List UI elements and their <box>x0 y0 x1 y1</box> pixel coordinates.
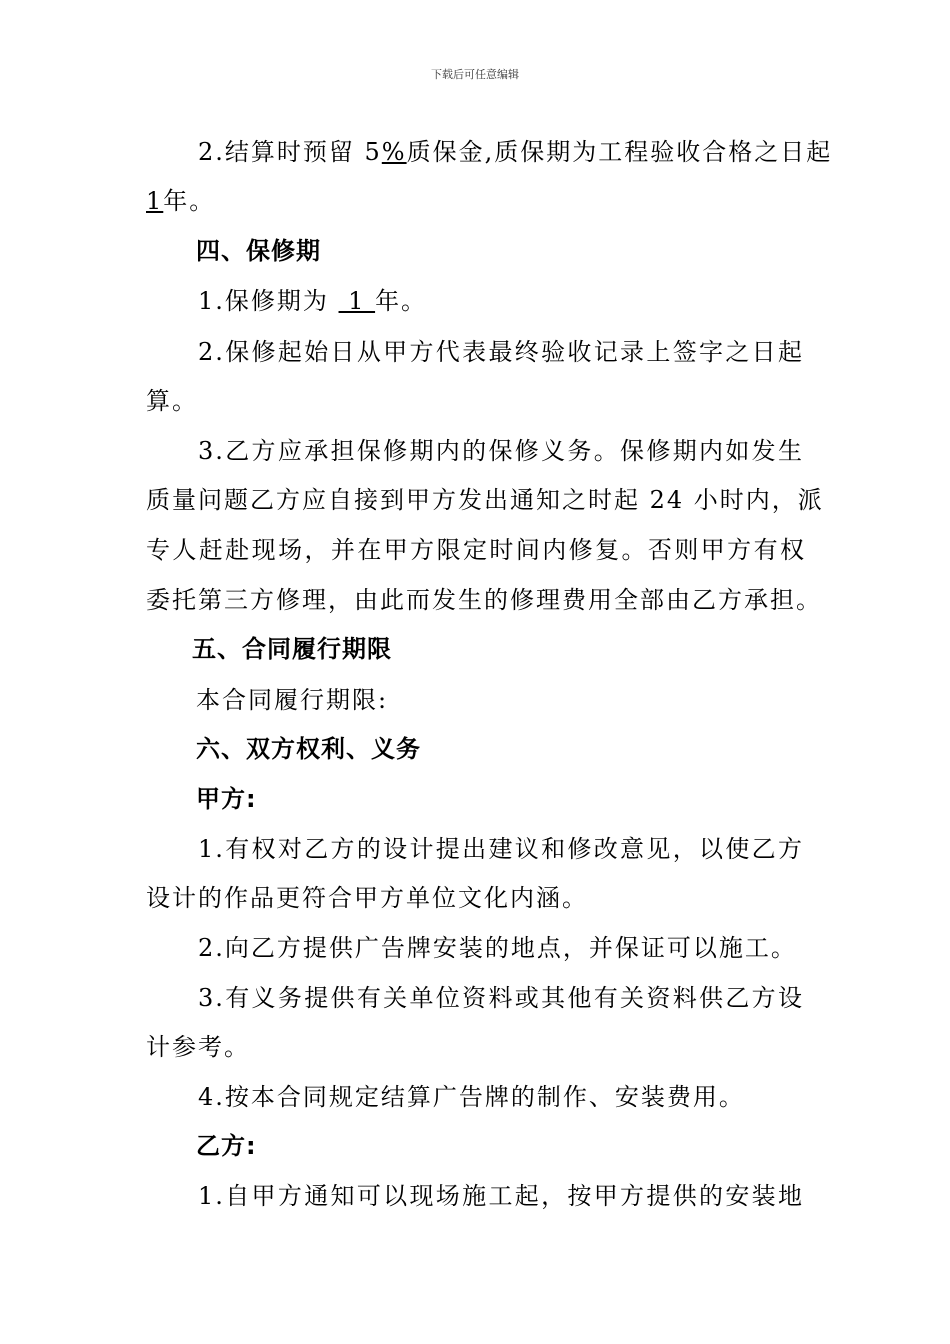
party-a-heading: 甲方: <box>196 785 257 813</box>
paragraph-line: 2.向乙方提供广告牌安装的地点，并保证可以施工。 <box>198 934 797 962</box>
paragraph-line <box>198 137 833 167</box>
paragraph-line: 委托第三方修理，由此而发生的修理费用全部由乙方承担。 <box>146 586 822 614</box>
party-b-heading: 乙方: <box>196 1132 257 1160</box>
text-segment: 1.保修期为 <box>198 287 339 315</box>
paragraph-line <box>198 286 427 316</box>
paragraph-line: 3.乙方应承担保修期内的保修义务。保修期内如发生 <box>198 437 804 465</box>
paragraph-line: 本合同履行期限: <box>196 686 389 714</box>
paragraph-line: 设计的作品更符合甲方单位文化内涵。 <box>146 884 588 912</box>
page-header: 下载后可任意编辑 <box>431 68 519 81</box>
paragraph-line: 1.自甲方通知可以现场施工起，按甲方提供的安装地 <box>198 1182 804 1210</box>
paragraph-line: 计参考。 <box>146 1033 250 1061</box>
paragraph-line: 3.有义务提供有关单位资料或其他有关资料供乙方设 <box>198 984 804 1012</box>
underlined-text: 1 <box>146 187 164 215</box>
paragraph-line: 2.保修起始日从甲方代表最终验收记录上签字之日起 <box>198 338 804 366</box>
section-heading-rights: 六、双方权利、义务 <box>196 735 421 763</box>
section-heading-term: 五、合同履行期限 <box>192 635 392 663</box>
underlined-text: 1 <box>338 287 376 315</box>
text-segment: 年。 <box>375 287 428 315</box>
paragraph-line: 专人赶赴现场，并在甲方限定时间内修复。否则甲方有权 <box>146 536 806 564</box>
paragraph-line <box>146 186 215 216</box>
text-segment: 质保金,质保期为工程验收合格之日起 <box>406 138 833 166</box>
underlined-text: % <box>381 138 407 166</box>
text-segment: 年。 <box>163 187 216 215</box>
text-segment: 2.结算时预留 5 <box>198 138 382 166</box>
section-heading-warranty: 四、保修期 <box>196 237 321 265</box>
paragraph-line: 质量问题乙方应自接到甲方发出通知之时起 24 小时内，派 <box>146 486 824 514</box>
paragraph-line: 1.有权对乙方的设计提出建议和修改意见，以使乙方 <box>198 835 804 863</box>
paragraph-line: 算。 <box>146 387 198 415</box>
paragraph-line: 4.按本合同规定结算广告牌的制作、安装费用。 <box>198 1083 745 1111</box>
